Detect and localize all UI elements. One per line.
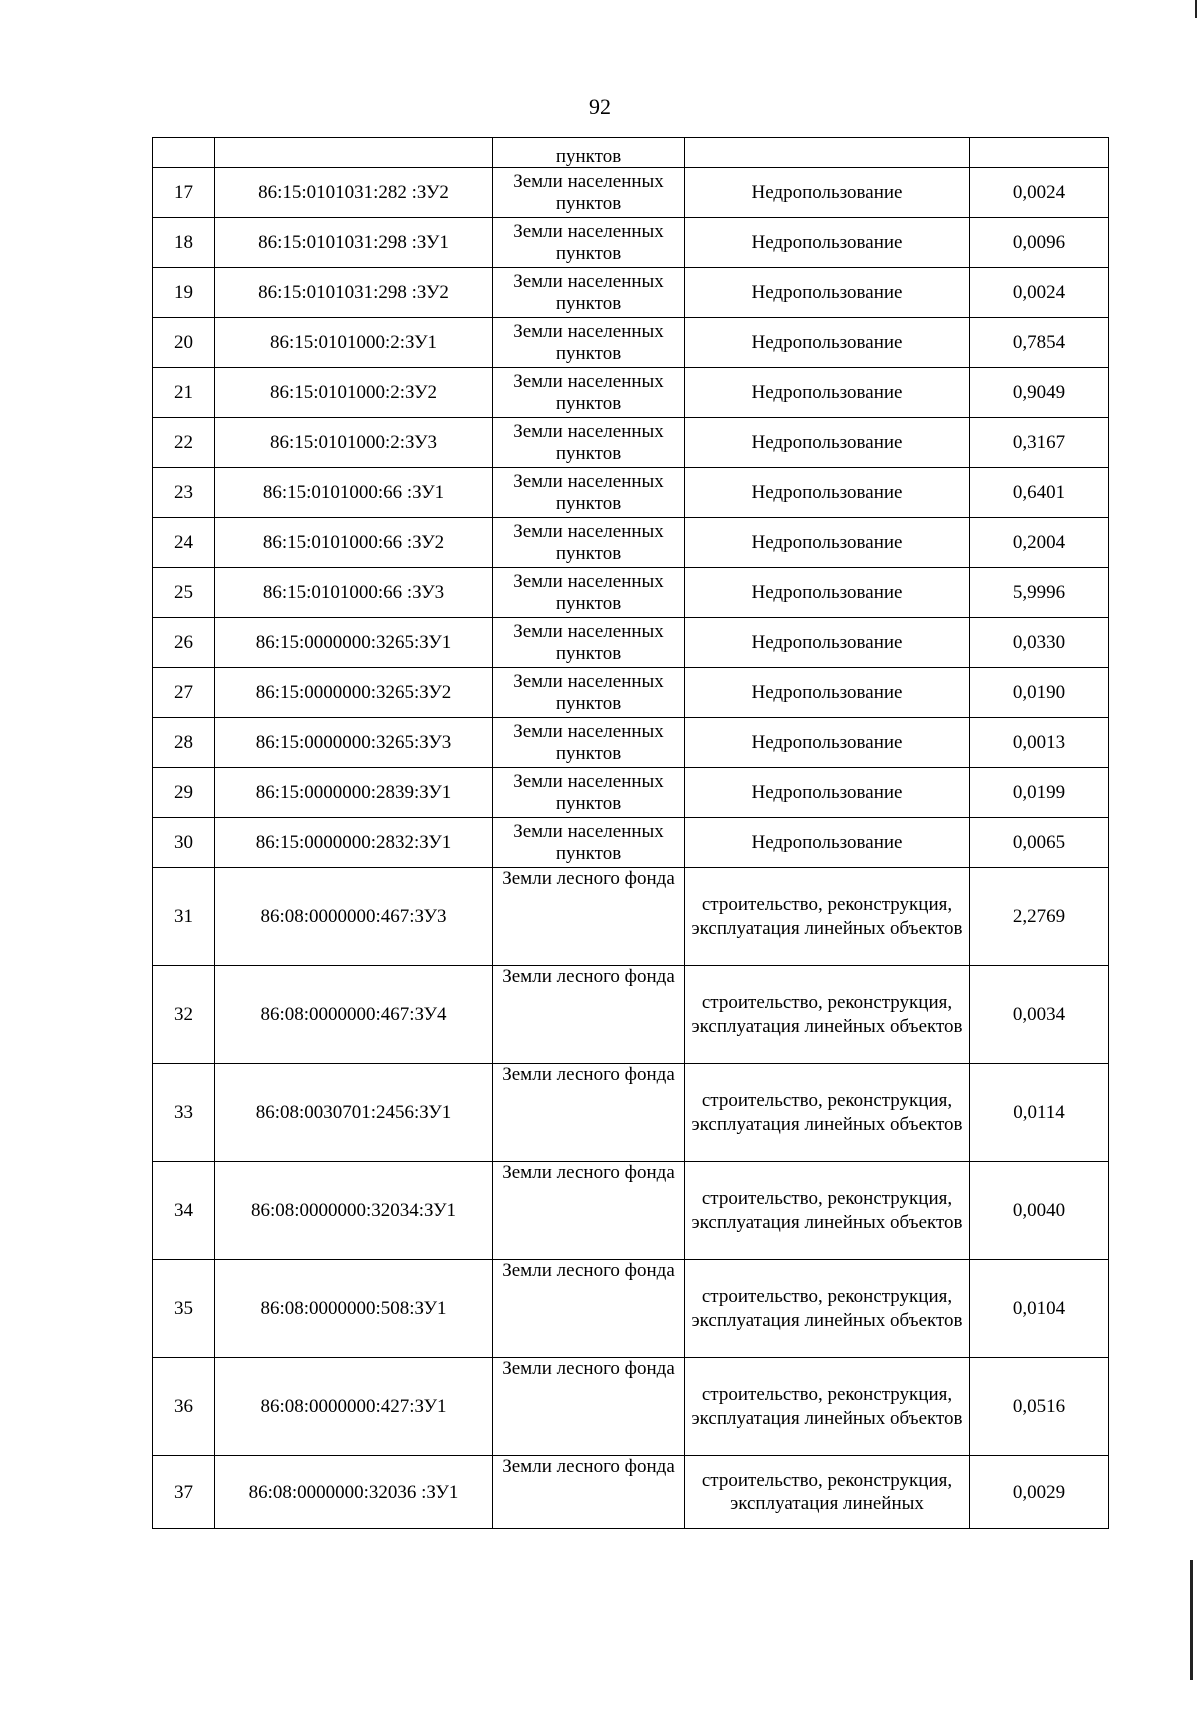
area-cell: 0,0330 — [970, 618, 1109, 668]
scan-edge-mark — [1195, 0, 1197, 18]
area-cell — [970, 138, 1109, 168]
table-row — [153, 966, 1109, 1064]
table-row — [153, 868, 1109, 966]
row-number-cell: 20 — [153, 318, 215, 368]
land-category-cell: Земли населенных пунктов — [493, 368, 685, 418]
table-row — [153, 1064, 1109, 1162]
page-number: 92 — [589, 94, 611, 119]
permitted-use-cell: Недропользование — [685, 368, 970, 418]
land-parcels-table — [152, 137, 1109, 1529]
permitted-use-cell: строительство, реконструкция, эксплуатация линейных объектов — [685, 868, 970, 966]
cadastral-number-cell: 86:08:0000000:32034:ЗУ1 — [215, 1162, 493, 1260]
permitted-use-cell: Недропользование — [685, 568, 970, 618]
table-row — [153, 418, 1109, 468]
row-number-cell: 37 — [153, 1456, 215, 1529]
area-cell: 0,0040 — [970, 1162, 1109, 1260]
cadastral-number-cell: 86:15:0101000:2:ЗУ2 — [215, 368, 493, 418]
table-row — [153, 1358, 1109, 1456]
permitted-use-cell: строительство, реконструкция, эксплуатация линейных объектов — [685, 1358, 970, 1456]
area-cell: 0,0029 — [970, 1456, 1109, 1529]
area-cell: 0,0190 — [970, 668, 1109, 718]
land-category-cell: Земли населенных пунктов — [493, 318, 685, 368]
land-category-cell: пунктов — [493, 138, 685, 168]
area-cell: 0,0114 — [970, 1064, 1109, 1162]
permitted-use-cell: Недропользование — [685, 668, 970, 718]
cadastral-number-cell: 86:15:0000000:2832:ЗУ1 — [215, 818, 493, 868]
cadastral-number-cell: 86:15:0000000:3265:ЗУ3 — [215, 718, 493, 768]
row-number-cell: 29 — [153, 768, 215, 818]
row-number-cell: 36 — [153, 1358, 215, 1456]
area-cell: 0,0024 — [970, 268, 1109, 318]
permitted-use-cell: Недропользование — [685, 418, 970, 468]
land-category-cell: Земли населенных пунктов — [493, 668, 685, 718]
table-row — [153, 368, 1109, 418]
cadastral-number-cell: 86:08:0000000:508:ЗУ1 — [215, 1260, 493, 1358]
area-cell: 0,3167 — [970, 418, 1109, 468]
cadastral-number-cell: 86:15:0000000:3265:ЗУ1 — [215, 618, 493, 668]
table-row — [153, 1162, 1109, 1260]
table-row — [153, 718, 1109, 768]
land-category-cell: Земли лесного фонда — [493, 1456, 685, 1529]
row-number-cell: 34 — [153, 1162, 215, 1260]
area-cell: 0,0065 — [970, 818, 1109, 868]
table-row — [153, 268, 1109, 318]
table-row — [153, 568, 1109, 618]
scan-edge-mark — [1190, 1560, 1193, 1680]
permitted-use-cell: Недропользование — [685, 818, 970, 868]
permitted-use-cell — [685, 138, 970, 168]
row-number-cell: 17 — [153, 168, 215, 218]
row-number-cell: 27 — [153, 668, 215, 718]
row-number-cell: 25 — [153, 568, 215, 618]
permitted-use-cell: строительство, реконструкция, эксплуатация линейных объектов — [685, 1260, 970, 1358]
cadastral-number-cell: 86:15:0101031:298 :ЗУ1 — [215, 218, 493, 268]
permitted-use-cell: Недропользование — [685, 168, 970, 218]
cadastral-number-cell: 86:15:0000000:2839:ЗУ1 — [215, 768, 493, 818]
row-number-cell: 32 — [153, 966, 215, 1064]
area-cell: 0,0516 — [970, 1358, 1109, 1456]
land-category-cell: Земли лесного фонда — [493, 1162, 685, 1260]
cadastral-number-cell: 86:15:0101031:282 :ЗУ2 — [215, 168, 493, 218]
cadastral-number-cell: 86:15:0101000:66 :ЗУ1 — [215, 468, 493, 518]
table-row — [153, 318, 1109, 368]
cadastral-number-cell: 86:15:0101000:2:ЗУ1 — [215, 318, 493, 368]
area-cell: 0,6401 — [970, 468, 1109, 518]
table-row — [153, 1456, 1109, 1529]
land-category-cell: Земли лесного фонда — [493, 1358, 685, 1456]
permitted-use-cell: строительство, реконструкция, эксплуатация линейных объектов — [685, 1064, 970, 1162]
cadastral-number-cell: 86:15:0101000:2:ЗУ3 — [215, 418, 493, 468]
area-cell: 0,0024 — [970, 168, 1109, 218]
area-cell: 2,2769 — [970, 868, 1109, 966]
land-category-cell: Земли лесного фонда — [493, 1064, 685, 1162]
area-cell: 0,0104 — [970, 1260, 1109, 1358]
land-category-cell: Земли населенных пунктов — [493, 768, 685, 818]
permitted-use-cell: Недропользование — [685, 468, 970, 518]
table-row — [153, 1260, 1109, 1358]
table-row — [153, 468, 1109, 518]
land-category-cell: Земли населенных пунктов — [493, 218, 685, 268]
area-cell: 0,0013 — [970, 718, 1109, 768]
area-cell: 0,0199 — [970, 768, 1109, 818]
row-number-cell: 30 — [153, 818, 215, 868]
cadastral-number-cell: 86:08:0000000:467:ЗУ4 — [215, 966, 493, 1064]
cadastral-number-cell: 86:08:0030701:2456:ЗУ1 — [215, 1064, 493, 1162]
table-row — [153, 768, 1109, 818]
land-category-cell: Земли населенных пунктов — [493, 518, 685, 568]
land-category-cell: Земли населенных пунктов — [493, 568, 685, 618]
cadastral-number-cell: 86:15:0101000:66 :ЗУ2 — [215, 518, 493, 568]
cadastral-number-cell: 86:08:0000000:427:ЗУ1 — [215, 1358, 493, 1456]
permitted-use-cell: строительство, реконструкция, эксплуатация линейных объектов — [685, 966, 970, 1064]
area-cell: 0,2004 — [970, 518, 1109, 568]
permitted-use-cell: Недропользование — [685, 218, 970, 268]
row-number-cell: 26 — [153, 618, 215, 668]
row-number-cell: 21 — [153, 368, 215, 418]
table-row — [153, 618, 1109, 668]
row-number-cell: 23 — [153, 468, 215, 518]
land-category-cell: Земли населенных пунктов — [493, 268, 685, 318]
row-number-cell: 35 — [153, 1260, 215, 1358]
table-row — [153, 518, 1109, 568]
land-category-cell: Земли населенных пунктов — [493, 168, 685, 218]
permitted-use-cell: строительство, реконструкция, эксплуатация линейных — [685, 1456, 970, 1529]
area-cell: 0,9049 — [970, 368, 1109, 418]
land-category-cell: Земли населенных пунктов — [493, 418, 685, 468]
permitted-use-cell: Недропользование — [685, 718, 970, 768]
table-row — [153, 818, 1109, 868]
permitted-use-cell: Недропользование — [685, 318, 970, 368]
land-category-cell: Земли населенных пунктов — [493, 818, 685, 868]
area-cell: 0,0096 — [970, 218, 1109, 268]
cadastral-number-cell: 86:15:0101031:298 :ЗУ2 — [215, 268, 493, 318]
table-row — [153, 218, 1109, 268]
land-category-cell: Земли населенных пунктов — [493, 618, 685, 668]
permitted-use-cell: Недропользование — [685, 268, 970, 318]
land-category-cell: Земли лесного фонда — [493, 1260, 685, 1358]
area-cell: 0,0034 — [970, 966, 1109, 1064]
row-number-cell: 18 — [153, 218, 215, 268]
permitted-use-cell: строительство, реконструкция, эксплуатация линейных объектов — [685, 1162, 970, 1260]
row-number-cell: 33 — [153, 1064, 215, 1162]
table-row — [153, 668, 1109, 718]
permitted-use-cell: Недропользование — [685, 618, 970, 668]
area-cell: 5,9996 — [970, 568, 1109, 618]
row-number-cell: 28 — [153, 718, 215, 768]
land-category-cell: Земли лесного фонда — [493, 966, 685, 1064]
row-number-cell: 22 — [153, 418, 215, 468]
area-cell: 0,7854 — [970, 318, 1109, 368]
table-row-continuation — [153, 138, 1109, 168]
cadastral-number-cell: 86:15:0000000:3265:ЗУ2 — [215, 668, 493, 718]
permitted-use-cell: Недропользование — [685, 768, 970, 818]
cadastral-number-cell — [215, 138, 493, 168]
row-number-cell: 24 — [153, 518, 215, 568]
land-category-cell: Земли населенных пунктов — [493, 718, 685, 768]
row-number-cell: 31 — [153, 868, 215, 966]
cadastral-number-cell: 86:15:0101000:66 :ЗУ3 — [215, 568, 493, 618]
table-body — [153, 138, 1109, 1529]
land-category-cell: Земли лесного фонда — [493, 868, 685, 966]
cadastral-number-cell: 86:08:0000000:32036 :ЗУ1 — [215, 1456, 493, 1529]
cadastral-number-cell: 86:08:0000000:467:ЗУ3 — [215, 868, 493, 966]
row-number-cell: 19 — [153, 268, 215, 318]
table-row — [153, 168, 1109, 218]
land-category-cell: Земли населенных пунктов — [493, 468, 685, 518]
permitted-use-cell: Недропользование — [685, 518, 970, 568]
row-number-cell — [153, 138, 215, 168]
